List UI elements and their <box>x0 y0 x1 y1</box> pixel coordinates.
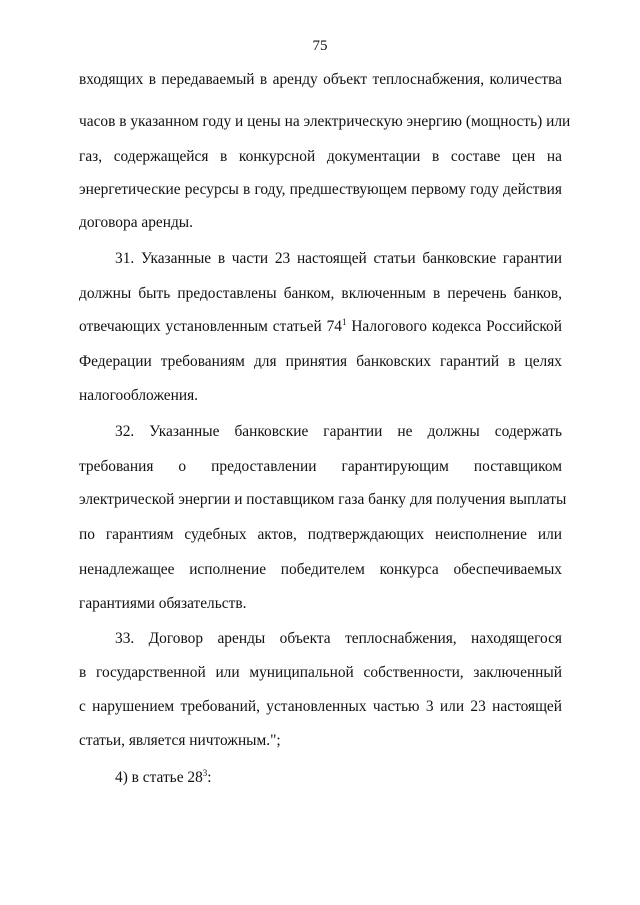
superscript: 1 <box>341 317 347 327</box>
page-number: 75 <box>312 38 328 54</box>
line-text: : <box>207 769 212 786</box>
paragraph-line: 32. Указанные банковские гарантии не должны содержать <box>115 423 562 440</box>
line-text: отвечающих установленным статьей 74 <box>79 318 342 335</box>
paragraph-line: газ, содержащейся в конкурсной документации в составе цен на <box>79 148 562 165</box>
list-item-heading <box>115 768 562 788</box>
paragraph-line: электрической энергии и поставщиком газа банку для получения выплаты <box>79 491 567 508</box>
paragraph-line-with-superscript <box>79 317 562 337</box>
paragraph-line: статьи, является ничтожным."; <box>79 732 281 749</box>
superscript: 3 <box>202 768 208 778</box>
paragraph-line: ненадлежащее исполнение победителем конкурса обеспечиваемых <box>79 561 562 578</box>
paragraph-line: по гарантиям судебных актов, подтверждающих неисполнение или <box>79 526 562 543</box>
paragraph-line: гарантиями обязательств. <box>79 595 247 612</box>
paragraph-line: в государственной или муниципальной собственности, заключенный <box>79 664 562 681</box>
paragraph-line: должны быть предоставлены банком, включенным в перечень банков, <box>79 285 562 302</box>
paragraph-line: энергетические ресурсы в году, предшествующем первому году действия <box>79 181 562 198</box>
paragraph-line: договора аренды. <box>79 214 193 231</box>
paragraph-line: с нарушением требований, установленных частью 3 или 23 настоящей <box>79 698 562 715</box>
paragraph-line: 31. Указанные в части 23 настоящей статьи банковские гарантии <box>115 250 562 267</box>
paragraph-line: 33. Договор аренды объекта теплоснабжения, находящегося <box>115 630 562 647</box>
paragraph-line: Федерации требованиям для принятия банковских гарантий в целях <box>79 353 562 370</box>
paragraph-line: требования о предоставлении гарантирующим поставщиком <box>79 458 562 475</box>
paragraph-line: налогообложения. <box>79 387 198 404</box>
paragraph-line: входящих в передаваемый в аренду объект теплоснабжения, количества <box>79 71 562 88</box>
paragraph-line: часов в указанном году и цены на электрическую энергию (мощность) или <box>79 113 571 130</box>
line-text: Налогового кодекса Российской <box>346 318 562 335</box>
line-text: 4) в статье 28 <box>115 769 203 786</box>
